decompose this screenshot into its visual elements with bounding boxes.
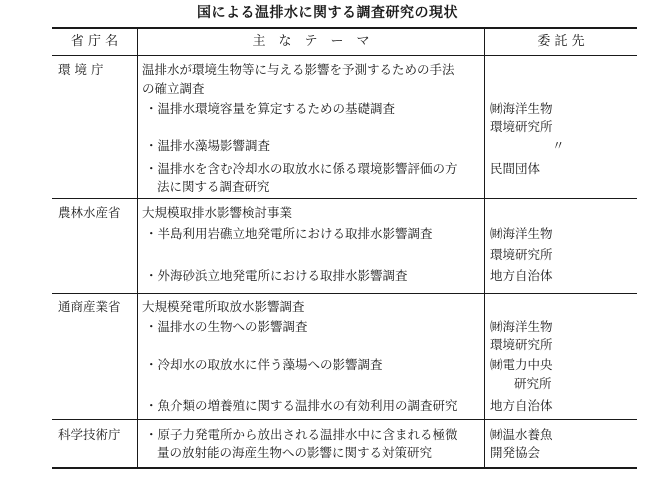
contractor-line: 地方自治体 <box>490 268 553 283</box>
contractor-line: 環境研究所 <box>490 247 553 262</box>
theme-line: ・半島利用岩礁立地発電所における取排水影響調査 <box>145 226 433 241</box>
theme-line: ・温排水藻場影響調査 <box>145 138 271 153</box>
header-rule <box>52 55 637 56</box>
theme-line: ・外海砂浜立地発電所における取排水影響調査 <box>145 268 408 283</box>
section-divider <box>52 293 637 294</box>
section-divider <box>52 419 637 420</box>
theme-line: ・温排水を含む冷却水の取放水に係る環境影響評価の方 <box>145 161 458 176</box>
contractor-line: 地方自治体 <box>490 398 553 413</box>
contractor-line: ㈶電力中央 <box>490 357 553 372</box>
column-divider <box>137 29 138 467</box>
ministry-name: 環 境 庁 <box>58 62 104 77</box>
table-top-rule <box>52 27 637 29</box>
header-contractor: 委 託 先 <box>537 34 585 49</box>
header-theme: 主 な テ ー マ <box>252 34 370 49</box>
theme-line: の確立調査 <box>142 81 205 96</box>
contractor-line: ㈶海洋生物 <box>490 101 553 116</box>
contractor-line: 環境研究所 <box>490 337 553 352</box>
contractor-line: 開発協会 <box>490 445 541 460</box>
theme-line: ・温排水環境容量を算定するための基礎調査 <box>145 101 396 116</box>
contractor-line: ㈶海洋生物 <box>490 319 553 334</box>
page-title: 国による温排水に関する調査研究の現状 <box>197 5 458 21</box>
theme-line: 大規模発電所取放水影響調査 <box>142 299 305 314</box>
table-bottom-rule <box>52 467 637 469</box>
theme-line: ・魚介類の増養殖に関する温排水の有効利用の調査研究 <box>145 398 458 413</box>
contractor-line: 民間団体 <box>490 161 541 176</box>
section-divider <box>52 198 637 199</box>
theme-line: ・冷却水の取放水に伴う藻場への影響調査 <box>145 357 383 372</box>
contractor-line: ㈶海洋生物 <box>490 226 553 241</box>
theme-line: ・原子力発電所から放出される温排水中に含まれる極微 <box>145 427 458 442</box>
ministry-name: 農林水産省 <box>58 205 121 220</box>
contractor-line: ㈶温水養魚 <box>490 427 553 442</box>
theme-line: 量の放射能の海産生物への影響に関する対策研究 <box>157 445 433 460</box>
header-ministry: 省 庁 名 <box>70 34 119 49</box>
theme-line: ・温排水の生物への影響調査 <box>145 319 308 334</box>
ministry-name: 通商産業省 <box>58 299 121 314</box>
contractor-line: 〃 <box>552 138 565 153</box>
contractor-line: 研究所 <box>514 376 552 391</box>
theme-line: 法に関する調査研究 <box>157 179 270 194</box>
theme-line: 大規模取排水影響検討事業 <box>142 205 293 220</box>
ministry-name: 科学技術庁 <box>58 427 121 442</box>
theme-line: 温排水が環境生物等に与える影響を予測するための手法 <box>142 62 455 77</box>
contractor-line: 環境研究所 <box>490 119 553 134</box>
column-divider <box>484 29 485 467</box>
